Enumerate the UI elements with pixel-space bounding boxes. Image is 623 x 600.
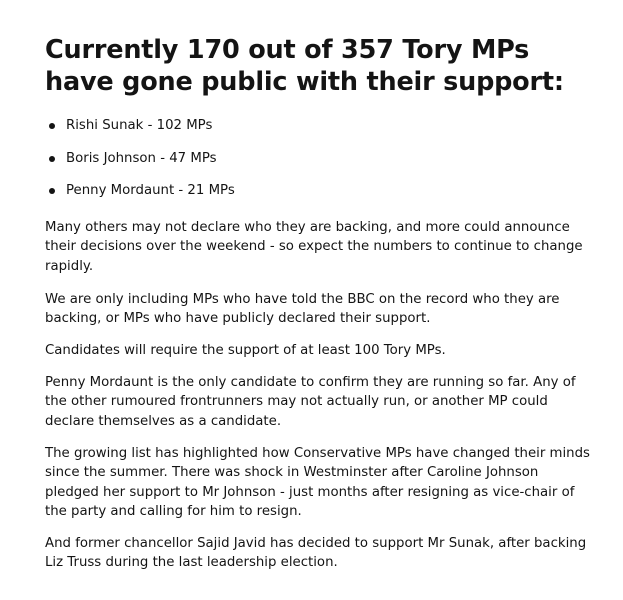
bullet-icon — [49, 156, 55, 162]
list-item-text: Boris Johnson - 47 MPs — [66, 150, 217, 166]
supporters-list — [49, 118, 235, 216]
article-body — [45, 34, 590, 571]
list-item — [49, 183, 235, 199]
paragraph: Candidates will require the support of at least 100 Tory MPs. — [45, 343, 446, 358]
list-item-text: Penny Mordaunt - 21 MPs — [66, 183, 235, 198]
paragraph: Penny Mordaunt is the only candidate to confirm they are running so far. Any of the other rumoured frontrunners may not actually run, or another MP could declare themselves as a candidate. — [45, 375, 576, 429]
list-item — [49, 118, 235, 134]
list-item-text: Rishi Sunak - 102 MPs — [66, 118, 213, 133]
bullet-icon — [49, 123, 55, 129]
paragraph: The growing list has highlighted how Conservative MPs have changed their minds since the summer. There was shock in Westminster after Caroline Johnson pledged her support to Mr Johnson - just months after resigning as vice-chair of the party and calling for him to resign. — [45, 446, 590, 519]
paragraph: And former chancellor Sajid Javid has decided to support Mr Sunak, after backing Liz Truss during the last leadership election. — [45, 536, 587, 571]
bullet-icon — [49, 188, 55, 194]
paragraph: Many others may not declare who they are backing, and more could announce their decisions over the weekend - so expect the numbers to continue to change rapidly. — [45, 220, 583, 274]
list-item — [49, 151, 235, 167]
headline: Currently 170 out of 357 Tory MPs have gone public with their support: — [45, 35, 564, 97]
paragraph: We are only including MPs who have told the BBC on the record who they are backing, or MPs who have publicly declared their support. — [45, 292, 560, 327]
